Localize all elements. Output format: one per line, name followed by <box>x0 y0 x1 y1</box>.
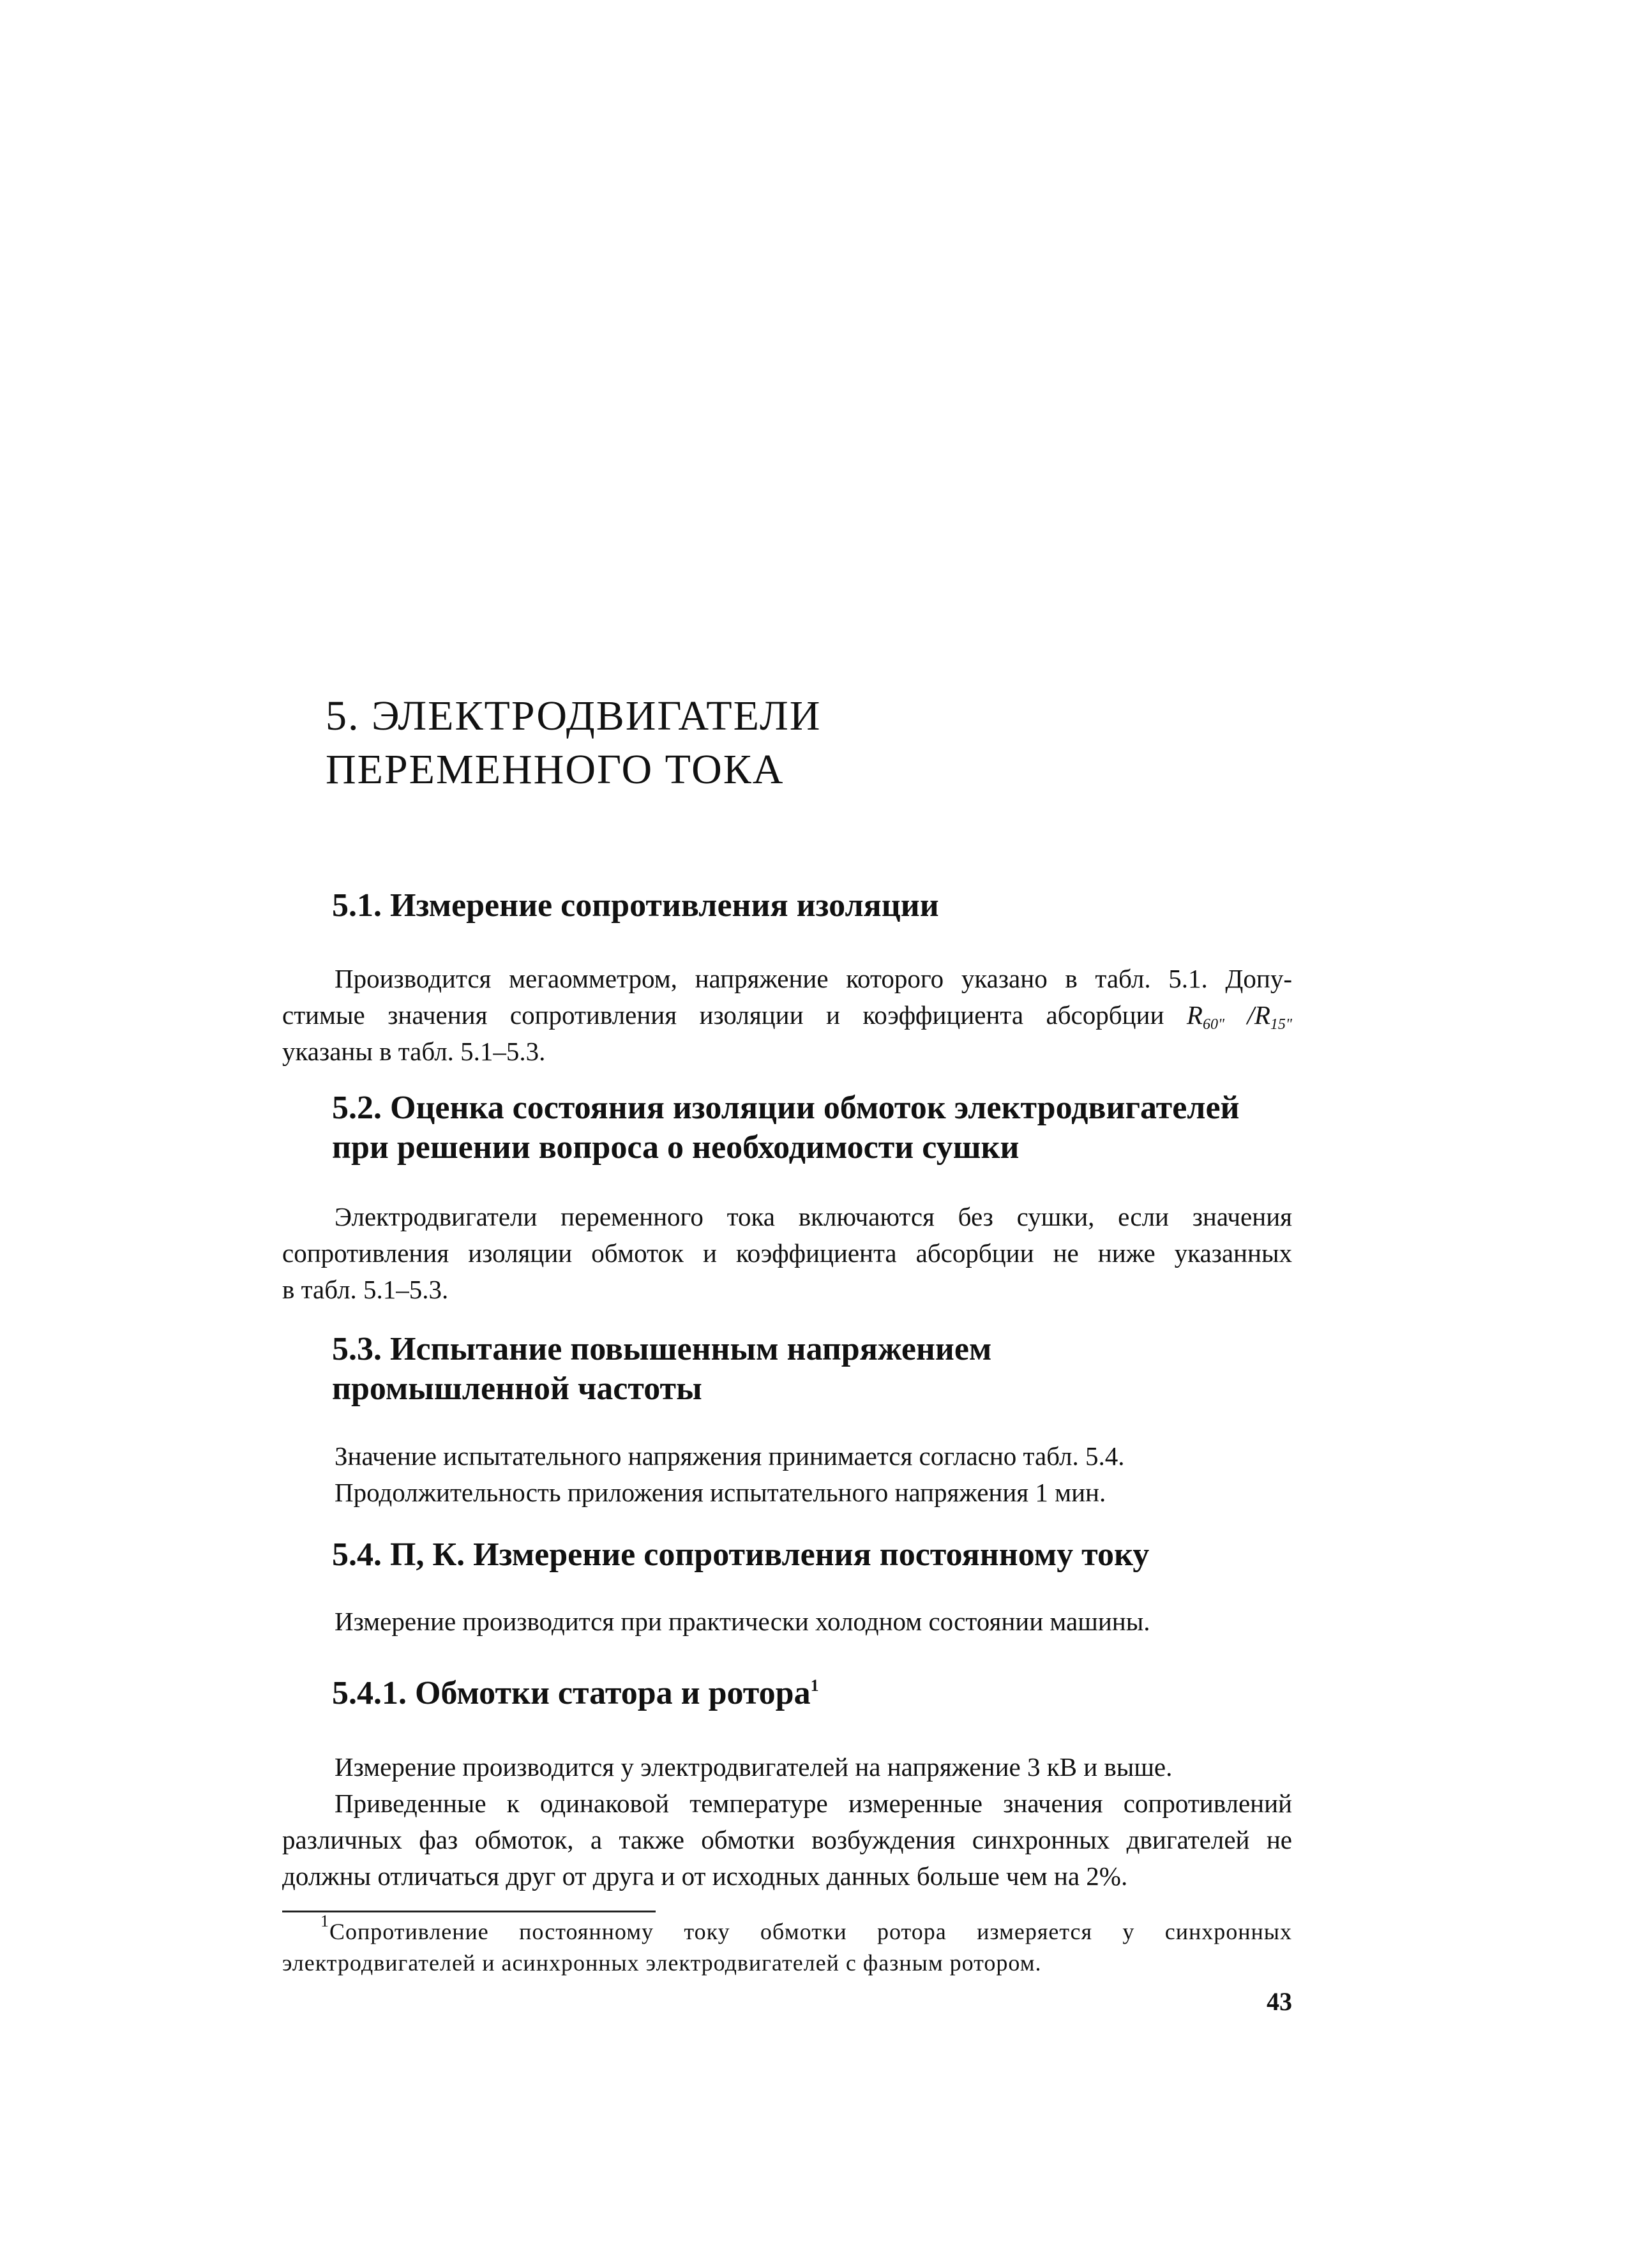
footnote-reference-mark: 1 <box>810 1676 819 1695</box>
formula-r15-subscript: 15" <box>1270 1016 1292 1033</box>
section-5-4-1-paragraph-1 <box>282 1749 1292 1785</box>
paragraph-line <box>282 997 1292 1033</box>
paragraph-line: должны отличаться друг от друга и от исходных данных больше чем на 2%. <box>282 1861 1128 1891</box>
paragraph-text: стимые значения сопротивления изоляции и коэффициента абсорбции <box>282 1000 1164 1030</box>
paragraph-line: различных фаз обмоток, а также обмотки возбуждения синхронных двигателей не <box>282 1825 1292 1854</box>
section-5-3-paragraph <box>282 1438 1292 1511</box>
section-5-4-1-heading <box>332 1674 1353 1713</box>
section-5-4-1-heading-text: 5.4.1. Обмотки статора и ротора <box>332 1675 811 1711</box>
formula-r60-subscript: 60" <box>1202 1016 1225 1033</box>
chapter-title-line-2: ПЕРЕМЕННОГО ТОКА <box>326 746 785 793</box>
section-5-4-heading <box>332 1535 1353 1575</box>
footnote-divider <box>282 1911 656 1912</box>
paragraph-line: Продолжительность приложения испытательного напряжения 1 мин. <box>335 1478 1106 1507</box>
chapter-title <box>326 689 1347 797</box>
section-5-1-heading-text: 5.1. Измерение сопротивления изоляции <box>332 887 939 924</box>
footnote-line: электродвигателей и асинхронных электродвигателей с фазным ротором. <box>282 1950 1042 1976</box>
paragraph-line: Измерение производится при практически холодном состоянии машины. <box>335 1607 1150 1636</box>
paragraph-line: Измерение производится у электродвигателей на напряжение 3 кВ и выше. <box>335 1752 1173 1782</box>
footnote-mark: 1 <box>320 1912 329 1930</box>
section-5-4-1-heading-line <box>332 1674 1353 1713</box>
chapter-title-line-1: 5. ЭЛЕКТРОДВИГАТЕЛИ <box>326 693 822 739</box>
formula-r15: /R <box>1224 1000 1270 1030</box>
paragraph-line: Производится мегаомметром, напряжение которого указано в табл. 5.1. Допу- <box>335 964 1292 993</box>
paragraph-line: Приведенные к одинаковой температуре измеренные значения сопротивлений <box>335 1789 1292 1818</box>
paragraph-line: сопротивления изоляции обмоток и коэффициента абсорбции не ниже указанных <box>282 1238 1292 1268</box>
section-5-2-heading-line-1: 5.2. Оценка состояния изоляции обмоток электродвигателей <box>332 1090 1240 1126</box>
section-5-2-heading-line-2: при решении вопроса о необходимости сушки <box>332 1129 1020 1166</box>
formula-r60: R <box>1186 1000 1203 1030</box>
section-5-3-heading-line-2: промышленной частоты <box>332 1371 702 1407</box>
section-5-1-heading <box>332 886 1353 926</box>
paragraph-line: указаны в табл. 5.1–5.3. <box>282 1037 546 1066</box>
page-number: 43 <box>1267 1987 1292 2016</box>
section-5-4-paragraph <box>282 1603 1292 1640</box>
footnote <box>282 1912 1292 1979</box>
paragraph-line: в табл. 5.1–5.3. <box>282 1275 449 1304</box>
paragraph-line: Электродвигатели переменного тока включаются без сушки, если значения <box>335 1202 1292 1231</box>
absorption-coefficient-formula <box>1186 1000 1292 1033</box>
footnote-line <box>282 1912 1292 1948</box>
section-5-1-paragraph <box>282 961 1292 1070</box>
section-5-4-1-paragraph-2 <box>282 1785 1292 1895</box>
section-5-2-heading <box>332 1088 1353 1168</box>
section-5-3-heading-line-1: 5.3. Испытание повышенным напряжением <box>332 1331 992 1367</box>
section-5-2-paragraph <box>282 1199 1292 1308</box>
footnote-text: Сопротивление постоянному току обмотки ротора измеряется у синхронных <box>329 1919 1292 1944</box>
paragraph-line: Значение испытательного напряжения принимается согласно табл. 5.4. <box>335 1441 1125 1471</box>
section-5-3-heading <box>332 1330 1353 1409</box>
section-5-4-heading-text: 5.4. П, К. Измерение сопротивления постоянному току <box>332 1536 1150 1573</box>
